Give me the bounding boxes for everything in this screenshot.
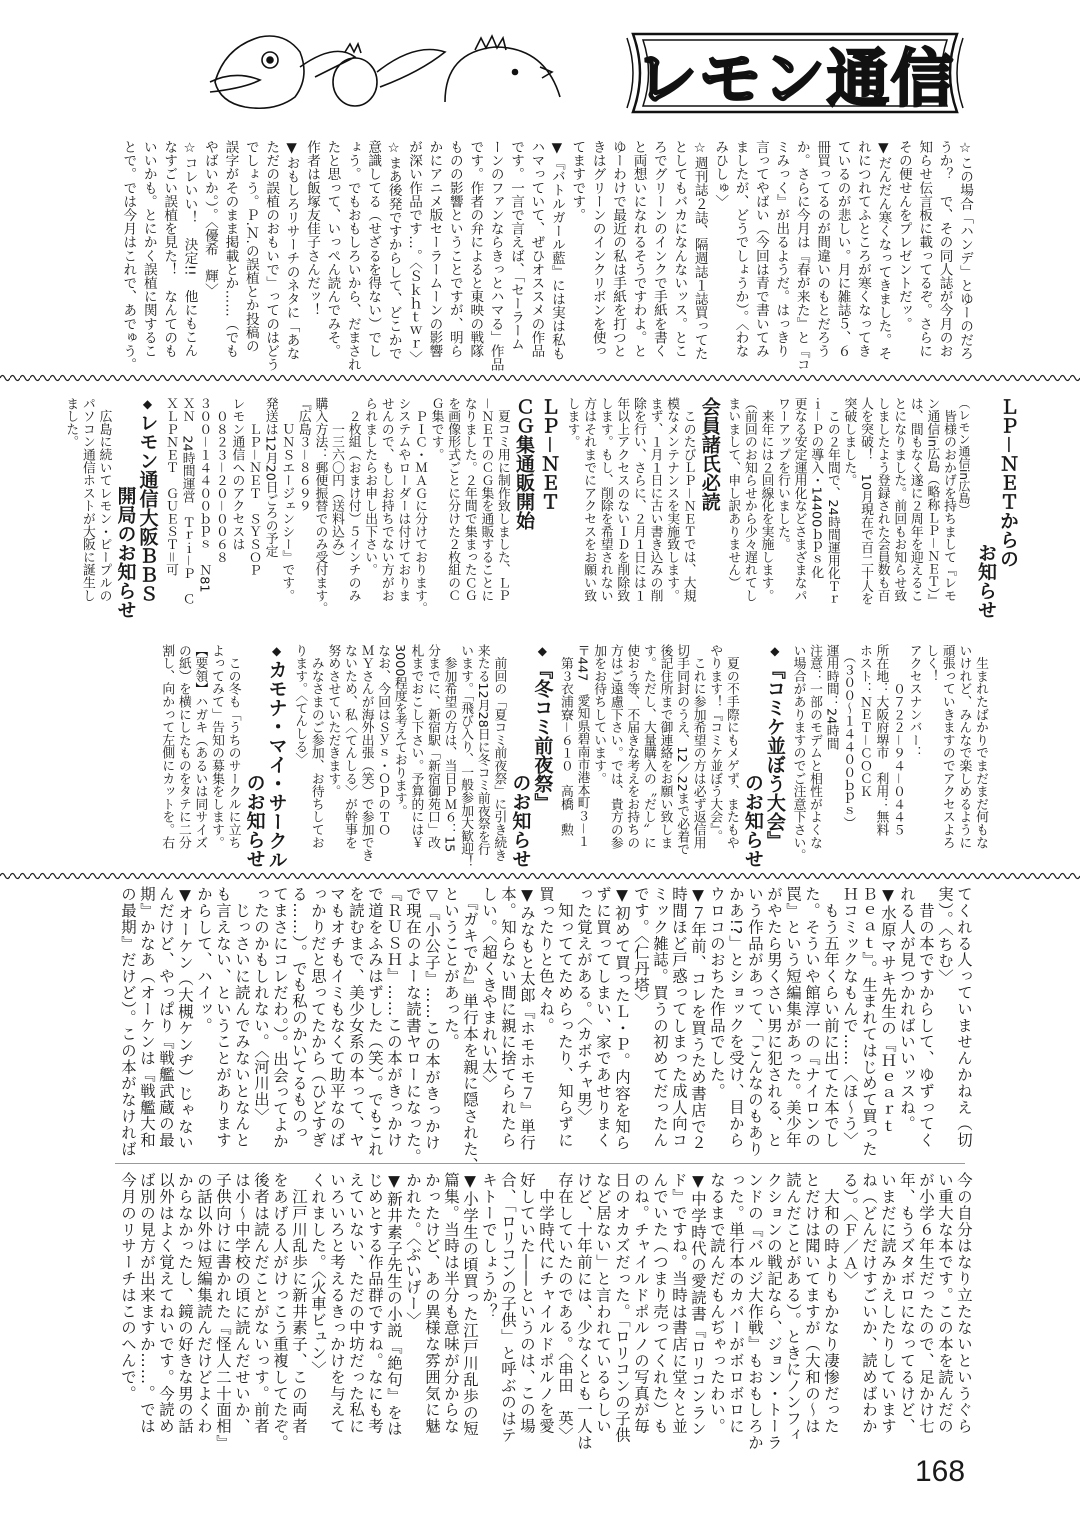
text-line: とになりました。前回もお知らせ致 — [891, 397, 907, 602]
text-line: システムやローダーは付けておりま — [395, 397, 411, 602]
text-line: です。作者の弁によると東映の戦隊 — [467, 140, 484, 358]
text-line: か。さらに今月は『春が来た』と『コ — [793, 140, 810, 372]
text-line: が深い作品です…。〈Ｓｋｈｔｗｒ〉 — [406, 140, 423, 365]
text-line: 日のオカズだった。「ロリコンの子供 — [613, 1172, 631, 1444]
notice-heading — [244, 644, 288, 868]
text-line: る……）。でも私のかいてるものっ — [290, 886, 308, 1141]
text-line: 模なメンテナンスを実施致します。 — [664, 397, 680, 602]
text-line: ろでグリーンのインクで手紙を書く — [650, 140, 667, 358]
text-line: 時間ほど戸惑ってしまった成人向コ — [670, 886, 688, 1149]
text-line: ▼水原マサキ先生の『Ｈｅａｒｔ — [879, 886, 897, 1135]
text-line: Ｇ集です。 — [428, 397, 444, 461]
text-line: 購入方法：郵便振替でのみ受付ます。 — [312, 397, 328, 615]
text-line: います。「飛び入り、一般参加大歓迎！ — [458, 644, 474, 868]
text-line: ゆーわけで最近の私は手紙を打つと — [610, 140, 627, 358]
text-line: ▼みなもと太郎『ホモホモ７』単行 — [518, 886, 536, 1151]
text-line: 言ってやばい（今回は青で書いてみ — [752, 140, 769, 358]
text-line: よってみて」告知の募集をします。 — [209, 644, 225, 849]
text-line: ホスト：ＮＥＴ－ＣＯＣＫ — [856, 644, 872, 798]
text-line: 誤字がそのまま掲載とか……（でも — [222, 140, 239, 358]
text-line: と両想いになれるそうですわよ。と — [630, 140, 647, 358]
text-line: 更なる安定運用化などさまざまなパ — [791, 397, 807, 602]
text-line: Ｈコミックなもんで……〈ほ～う〉 — [841, 886, 859, 1149]
text-line: 【要領】ハガキ（あるいは同サイズ — [192, 644, 208, 849]
text-line: ＸＬＰＮＥＴ ＧＵＥＳＴ＝可 — [163, 397, 179, 577]
text-line: い場合がありますのでご注意下さい。 — [790, 644, 806, 862]
notice-heading-text: ＬＰ－ＮＥＴ — [537, 397, 560, 512]
text-line: 人を突破！ 10月現在で百二十人を — [858, 397, 874, 606]
text-line: 『ガキでか』単行本を親に隠された、 — [461, 886, 479, 1174]
notice-heading-suffix: お知らせ — [975, 543, 997, 619]
text-line: いう作品があって、「こんなのもあり — [746, 886, 764, 1158]
text-line: しい。〈超くきやまれい太〉 — [480, 886, 498, 1092]
text-line: 注意：一部のモデムと相性がよくな — [807, 644, 823, 849]
notice-heading-suffix: のお知らせ — [741, 773, 764, 868]
notice-heading-suffix: のお知らせ — [243, 773, 266, 868]
text-line: かあ!?」とショックを受け、目から — [727, 886, 745, 1149]
text-line: 使おう等、不届きな考えをお持ちの — [624, 644, 640, 849]
section-2-notices-upper — [62, 397, 1022, 619]
text-line: れる人が見つかればいいッスね。 — [898, 886, 916, 1132]
text-line: この２年間で、24時間運用化Ｔｒ — [824, 397, 840, 606]
text-line: ▼初めて買ったＬ・Ｐ。内容を知ら — [613, 886, 631, 1151]
text-line: ▼小学生の頃買った江戸川乱歩の短 — [461, 1172, 479, 1437]
notice-heading-text: 『コミケ並ぼう大会』 — [763, 660, 786, 850]
text-line: まず、１月１日に古い書き込みの削 — [647, 397, 663, 602]
bird-illustration — [205, 22, 575, 122]
notice-heading — [975, 397, 1019, 619]
text-line: からして、ハイッ。 — [195, 886, 213, 1034]
text-line: です。〈仁丹塔〉 — [632, 886, 650, 1010]
section-3-research-lower — [118, 1172, 973, 1451]
text-line: 所在地：大阪府堺市 利用：無料 — [873, 644, 889, 836]
text-line: 知らせ伝言板に載ってるぞ。さらに — [916, 140, 933, 358]
section-3-research-upper — [118, 886, 973, 1174]
text-line: 一三六〇円（送料込み） — [329, 397, 344, 564]
text-line: 子供向けに書かれた『怪人二十面相』 — [214, 1172, 232, 1451]
notice-heading — [114, 397, 158, 619]
notice-heading-title — [997, 397, 1019, 619]
text-line: す。ただし、大量購入の〝だし〟に — [640, 644, 656, 849]
page-number: 168 — [915, 1455, 966, 1488]
text-line: からなかったし、鏡の好きな男の話 — [176, 1172, 194, 1435]
text-line: ▼おもしろリサーチのネタに「あな — [283, 140, 300, 360]
text-line: ▽『小公子』……この本がきっかけ — [423, 886, 441, 1151]
text-line: ね（どんだけすごいか、読めばわか — [860, 1172, 878, 1435]
text-line: なるまで読んだもんぢゃったわい。 — [708, 1172, 726, 1435]
text-line: です。一言で言えば、「セーラーム — [508, 140, 525, 351]
text-line: ないため、私〈てんしる〉が幹事を — [342, 644, 357, 849]
text-line: んでいた（つまり売ってくれた）も — [651, 1172, 669, 1435]
text-line: 『ＲＵＳＨ』……この本がきっかけ — [385, 886, 403, 1149]
text-line: ょう。でもおもしろいから、だまされ — [344, 140, 361, 372]
notice-heading-text: 『冬コミ前夜祭』 — [531, 660, 554, 812]
text-line: てますです。 — [569, 140, 586, 222]
text-line: 期』かなあ（オーケンは『戦艦大和 — [138, 886, 156, 1149]
text-line: ２枚組（おまけ付）５インチのみ — [345, 397, 361, 602]
text-line: ▼『バトルガール藍』には実は私も — [548, 140, 565, 360]
text-line: 割し、向かって左側にカットを。右 — [159, 644, 175, 849]
text-line: とだけは聞いてますが（大和の～は — [803, 1172, 821, 1435]
text-line: じっさいに読んでみないとなんと — [233, 886, 251, 1149]
column-title — [625, 30, 965, 116]
text-line: など居ない」と言われているらしい — [594, 1172, 612, 1435]
notice-heading-title — [531, 644, 553, 868]
text-line: 昔の本ですからして、ゆずってく — [917, 886, 935, 1149]
wavy-divider — [0, 870, 1080, 882]
text-line: なお、今回はＳｙｓ・ＯｐのＴＯ — [375, 644, 391, 836]
text-line: ているのが悲しい。月に雑誌５、６ — [834, 140, 851, 358]
notice-heading-title — [266, 644, 288, 868]
notice-heading-text: 会員諸氏必読 — [698, 397, 721, 511]
text-line: った覚えがある。〈カボチャ男〉 — [575, 886, 593, 1125]
text-line: クションの戦記なら、ジョン・トーラ — [765, 1172, 783, 1451]
text-line: 来たる12月28日に冬コミ前夜祭を行 — [474, 644, 490, 856]
text-line: 夏コミ用に制作致しました、ＬＰ — [494, 397, 510, 602]
text-line: ☆この場合「ハンデ」とゆーのだろ — [957, 140, 973, 360]
text-line: としてもバカになんないッス。とこ — [671, 140, 688, 358]
text-line: しく！ — [923, 644, 939, 683]
section-2-notices-lower — [158, 644, 988, 868]
text-line: で現在のよーな読書ヤローになった。 — [404, 886, 422, 1165]
notice-heading-text: ＣＧ集通販開始 — [512, 397, 535, 530]
text-line: ☆コレいい！ 決定!! 他にもこん — [181, 140, 198, 358]
text-line: 来年には２回線化を実施します。 — [758, 397, 774, 602]
text-line: 読んだことがある）。ときにノンフィ — [784, 1172, 802, 1444]
text-line: 突破しました。 — [841, 397, 857, 487]
text-line: ＰＩＣ・ＭＡＧに分けております。 — [411, 397, 427, 615]
text-line: 年以上アクセスのないＩＤを削除致 — [614, 397, 630, 602]
text-line: 合、「ロリコンの子供」と呼ぶのはテ — [499, 1172, 517, 1444]
diamond-bullet-icon: ◆ — [269, 644, 284, 658]
text-line: 冊買ってるのが間違いのもとだろう — [814, 140, 831, 358]
text-line: ▼オーケン（大槻ケンヂ）じゃない — [176, 886, 194, 1151]
text-line: 分までに、新宿駅「新宿御苑口」改 — [424, 644, 440, 849]
section-rule — [115, 1163, 965, 1164]
text-line: ＵＮＳエージェンシー』です。 — [279, 397, 295, 602]
text-line: の最期』だけど）。この本がなければ — [119, 886, 137, 1158]
notice-heading-title — [764, 644, 786, 868]
text-line: ウロコのおちた作品でした。 — [708, 886, 726, 1100]
text-line: かったけど、あの異様な雰囲気に魅 — [423, 1172, 441, 1435]
diamond-bullet-icon: ◆ — [140, 397, 155, 411]
text-line: 実）。〈ちむ〉 — [936, 886, 954, 986]
text-line: せんので、もしお持ちでない方がお — [378, 397, 394, 602]
text-line: は小～中学校の頃に読んだせいか、 — [233, 1172, 251, 1435]
notice-heading-text: カモナ・マイ・サークル — [265, 660, 288, 869]
text-line: を読むまで、美少女系の本って、ヤ — [347, 886, 365, 1149]
text-line: うか？ で、その同人誌が今月のお — [936, 140, 953, 358]
text-line: をあげる人がけっこう重複してたぞ。 — [271, 1172, 289, 1451]
notice-heading-title — [538, 397, 560, 619]
text-line: てまさにコレだわ。）。出会ってよか — [271, 886, 289, 1150]
text-line: 発送は12月20日ごろの予定 — [262, 397, 278, 558]
text-line: で道をふみはずした（笑）。でもこれ — [366, 886, 384, 1158]
text-line: Ｂｅａｔ』。生まれてはじめて買った — [860, 886, 878, 1158]
text-line: みなさまのご参加、お待ちしてお — [308, 644, 324, 849]
text-line: 意識してる（せざるを得ない）でし — [365, 140, 382, 358]
text-line: た。そういや館淳一の『ナイロンの — [803, 886, 821, 1149]
text-line: （前回のお知らせから少々遅れてし — [741, 397, 757, 602]
text-line: ☆まあ後発ですからして、どこかで — [385, 140, 402, 360]
text-line: 頑張っていきますのでアクセスよろ — [939, 644, 955, 849]
text-line: たと思って、いっぺん読んでみそ。 — [324, 140, 341, 358]
notice-heading-title — [136, 397, 158, 619]
text-line: の紙）を横にしたものをタテに二分 — [175, 644, 191, 849]
text-line: 買ったりと色々ね。 — [537, 886, 555, 1034]
notice-heading-suffix: のお知らせ — [509, 773, 532, 868]
text-line: 加をお待ちしています。 — [591, 644, 607, 785]
text-line: のね。チャイルドポルノの写真が毎 — [632, 1172, 650, 1435]
text-line: られましたらお申し出下さい。 — [362, 397, 378, 577]
text-line: ったのかもしれない。〈河川出〉 — [252, 886, 270, 1125]
text-line: る）。〈Ｆ／Ａ〉 — [841, 1172, 859, 1288]
text-line: くれました。〈火車ビュン〉 — [309, 1172, 327, 1378]
notice-heading-title — [513, 397, 535, 619]
text-line: でしょう。Ｐ.Ｎ.の誤植とか投稿の — [242, 140, 259, 353]
text-line: ▼だんだん寒くなってきました。そ — [875, 140, 892, 360]
text-line: みひしゅ〉 — [712, 140, 729, 208]
text-line: じめとする作品群ですね。なにも考 — [366, 1172, 384, 1435]
text-line: ります。〈てんしる〉 — [292, 644, 308, 766]
text-line: かにアニメ版セーラームーンの影響 — [426, 140, 443, 358]
notice-heading-text: レモン通信大阪ＢＢＳ — [136, 413, 159, 603]
text-line: これに参加希望の方は必ず返信用 — [690, 644, 706, 849]
text-line: 切手同封のうえ、12／22まで必着で — [674, 644, 690, 856]
text-line: アクセスナンバー： — [906, 644, 922, 760]
text-line: けど、十年前には、少なくとも一人は — [575, 1172, 593, 1451]
text-line: 以外はよく覚えてねいです。今読め — [157, 1172, 175, 1435]
text-line: かれた。〈ぶいげー〉 — [404, 1172, 422, 1329]
text-line: （３００～１４４００ｂｐｓ） — [840, 644, 856, 830]
text-line: がやたら男くさい男に犯される、と — [765, 886, 783, 1149]
text-line: やばいか。）。〈優希 輝〉 — [201, 140, 218, 297]
text-line: っかりだと思ってたから（ひどすぎ — [309, 886, 327, 1149]
text-line: －ＮＥＴのＣＧ集を通販することに — [478, 397, 494, 602]
text-line: 罠』という短編集があった。美少年 — [784, 886, 802, 1149]
text-line: ン通信in広島（略称ＬＰ－ＮＥＴ）』 — [924, 397, 940, 608]
text-line: 夏の不手際にもメゲず、またもや — [723, 644, 739, 849]
text-line: 知っててためらったり、知らずに — [556, 886, 574, 1149]
text-line: ミみっく』が出るようだ。はっきり — [773, 140, 790, 358]
text-line: が小学６年生だったので、足かけ七 — [917, 1172, 935, 1435]
text-line: 今の自分はなり立たないというぐら — [955, 1172, 973, 1435]
text-line: は、間もなく遂に２周年を迎えるこ — [907, 397, 923, 602]
subheading: （レモン通信in広島） — [957, 397, 971, 516]
text-line: しましたよう登録された会員数も百 — [874, 397, 890, 602]
text-line: この冬も「うちのサークルに立ち — [225, 644, 241, 849]
text-line: ＸＮ 24時間運営 Ｔｒｉ－Ｐ Ｃ — [179, 397, 195, 606]
text-line: 除を行い、さらに、２月１日には１ — [630, 397, 646, 602]
text-line: 生まれたばかりでまだまだ何もな — [973, 644, 988, 849]
text-line: ド』ですね。当時は書店に堂々と並 — [670, 1172, 688, 1435]
wavy-divider — [0, 372, 1080, 384]
notice-heading-suffix: 開局のお知らせ — [114, 486, 137, 619]
text-line: もう五年くらい前に出てた本でし — [822, 886, 840, 1149]
text-line: 後者は読んだことがないっす。前者 — [252, 1172, 270, 1435]
text-line: 皆様のおかげを持ちまして『レモ — [941, 397, 956, 602]
text-line: やります！『コミケ並ぼう大会』。 — [707, 644, 723, 843]
text-line: ワーアップを行いました。 — [775, 397, 791, 551]
text-line: ミック雑誌。買うの初めてだったん — [651, 886, 669, 1149]
text-line: 第３衣浦寮－６１０ 高橋 勲 — [557, 644, 573, 836]
notice-heading-title — [699, 397, 721, 619]
column-title-text: レモン通信 — [634, 41, 955, 115]
text-line: 年、もうズタボロになってるけど、 — [898, 1172, 916, 1435]
text-line: てくれる人っていませんかねえ（切 — [955, 886, 973, 1149]
text-line: ＬＰ－ＮＥＴ ＳＹＳＯＰ — [246, 397, 262, 577]
text-line: ハマっていて、ぜひオススメの作品 — [528, 140, 545, 358]
text-line: マもオチもイミもなくて助平なのば — [328, 886, 346, 1149]
text-line: れにつれてふところが寒くなってき — [854, 140, 871, 358]
text-line: とで。では今月はこれで、あでゅう。 — [120, 140, 137, 372]
text-line: ということがあった。 — [442, 886, 460, 1050]
diamond-bullet-icon: ◆ — [767, 644, 782, 658]
text-line: パソコン通信ホストが大阪に誕生し — [79, 397, 95, 602]
text-line: ▼中学時代の愛読書『ロリコンラン — [689, 1172, 707, 1437]
text-line: ＭＹさんが海外出張（笑）で参加でき — [358, 644, 374, 862]
text-line: 方はそれまでにアクセスをお願い致 — [581, 397, 597, 602]
notice-heading — [538, 397, 560, 619]
text-line: ０８２３－２０－００６８ — [212, 397, 228, 564]
text-line: 広島に続いてレモン・ピープルの — [96, 397, 112, 602]
diamond-bullet-icon: ◆ — [535, 644, 550, 658]
text-line: ▼７年前、コレを買うため書店で２ — [689, 886, 707, 1151]
text-line: ３００－１４４００ｂｐｓ Ｎ81 — [196, 397, 212, 593]
text-line: いいかも。とにかく誤植に関するこ — [140, 140, 157, 358]
text-line: 〒447 愛知県碧南市港本町３－１ — [574, 644, 590, 848]
text-line: んだけど、やっぱり『戦艦武蔵の最 — [157, 886, 175, 1149]
text-line: 篇集。当時は半分も意味が分からな — [442, 1172, 460, 1435]
text-line: の話以外は短編集読んだけどよくわ — [195, 1172, 213, 1435]
text-line: を画像形式ごとに分けた２枚組のＣ — [445, 397, 461, 602]
text-line: ものの影響ということですが、明ら — [446, 140, 463, 358]
text-line: キトーでしょうか？ — [480, 1172, 498, 1320]
notice-heading-text: ＬＰ－ＮＥＴからの — [997, 397, 1019, 569]
text-line: 作者は飯塚友佳子さんだッ！ — [304, 140, 320, 317]
text-line: このたびＬＰ－ＮＥＴでは、大規 — [680, 397, 696, 602]
notice-heading — [742, 644, 786, 868]
text-line: ました。 — [63, 397, 79, 449]
text-line: ▼新井素子先生の小説『絶句』をは — [385, 1172, 403, 1437]
text-line: 今月のリサーチはこのへんで。 — [119, 1172, 137, 1402]
text-line: ０７２２－９４－０４４５ — [890, 644, 906, 836]
text-line: いまだに読みかえしたりしています — [879, 1172, 897, 1435]
text-line: まいまして、申し訳ありません） — [725, 397, 741, 589]
text-line: ｉ－Ｐの導入・14400ｂｐｓ化 — [808, 397, 824, 579]
text-line: 江戸川乱歩に新井素子、この両者 — [290, 1172, 308, 1435]
text-line: ましたが、どうでしょうか）。〈わな — [732, 140, 749, 358]
text-line: えていない、ただの中坊だった私に — [347, 1172, 365, 1435]
text-line: った。単行本のカバーがボロボロに — [727, 1172, 745, 1435]
text-line: 大和の時よりもかなり凄惨だった — [822, 1172, 840, 1435]
text-line: 努めさせていただきます。 — [325, 644, 341, 798]
text-line: も言えない、ということがあります — [214, 886, 232, 1149]
text-line: きはグリーンのインクリボンを使っ — [589, 140, 606, 358]
text-line: 中学時代にチャイルドポルノを愛 — [537, 1172, 555, 1435]
text-line: なすごい誤植を見た！ なんてのも — [161, 140, 178, 358]
text-line: 『広島３－８６９９ — [295, 397, 311, 513]
text-line: ただの誤植のおもいで」ってのはどう — [263, 140, 280, 372]
text-line: します。もし、削除を希望されない — [597, 397, 613, 602]
text-line: 本。知らない間に親に捨てられたら — [499, 886, 517, 1149]
text-line: 参加希望の方は、当日ＰＭ６：15 — [441, 644, 457, 853]
section-1-letters — [118, 140, 975, 372]
text-line: 方はご遠慮下さい。では、貴方の参 — [607, 644, 623, 849]
text-line: 運用時間：24時間 — [823, 644, 839, 750]
text-line: ☆週刊誌２誌、隔週誌１誌買ってた — [691, 140, 708, 360]
text-line: なりました。２年間で集まったＣＧ — [461, 397, 477, 602]
notice-heading — [509, 644, 553, 868]
notice-heading — [513, 397, 535, 619]
text-line: ンドの『バルジ大作戦』もおもしろか — [746, 1172, 764, 1451]
text-line: レモン通信へのアクセスは — [229, 397, 245, 551]
text-line: します。 — [564, 397, 580, 449]
text-line: いけれど、みんなで楽しめるように — [956, 644, 972, 849]
text-line: 存在していたのである。〈串田 英〉 — [556, 1172, 574, 1444]
text-line: いろいろと考えるきっかけを与えて — [328, 1172, 346, 1435]
text-line: ずに買ってしまい、家であせりまく — [594, 886, 612, 1149]
text-line: い重大な本です。この本を読んだの — [936, 1172, 954, 1435]
text-line: ば別の見方が出来ますか……。では — [138, 1172, 156, 1435]
text-line: 好していた――というのは、この場 — [518, 1172, 536, 1435]
text-line: ーンのファンならきっとハマる」作品 — [487, 140, 504, 372]
text-line: 3000程度を考えております。 — [391, 644, 407, 818]
notice-heading — [699, 397, 721, 619]
text-line: 前回の「夏コミ前夜祭」に引き続き — [491, 644, 507, 862]
text-line: 後記住所まで御連絡をお願い致しま — [657, 644, 673, 849]
text-line: その便せんをプレゼントだッ。 — [895, 140, 912, 331]
text-line: 札までおこし下さい。予算的には￥ — [408, 644, 424, 849]
